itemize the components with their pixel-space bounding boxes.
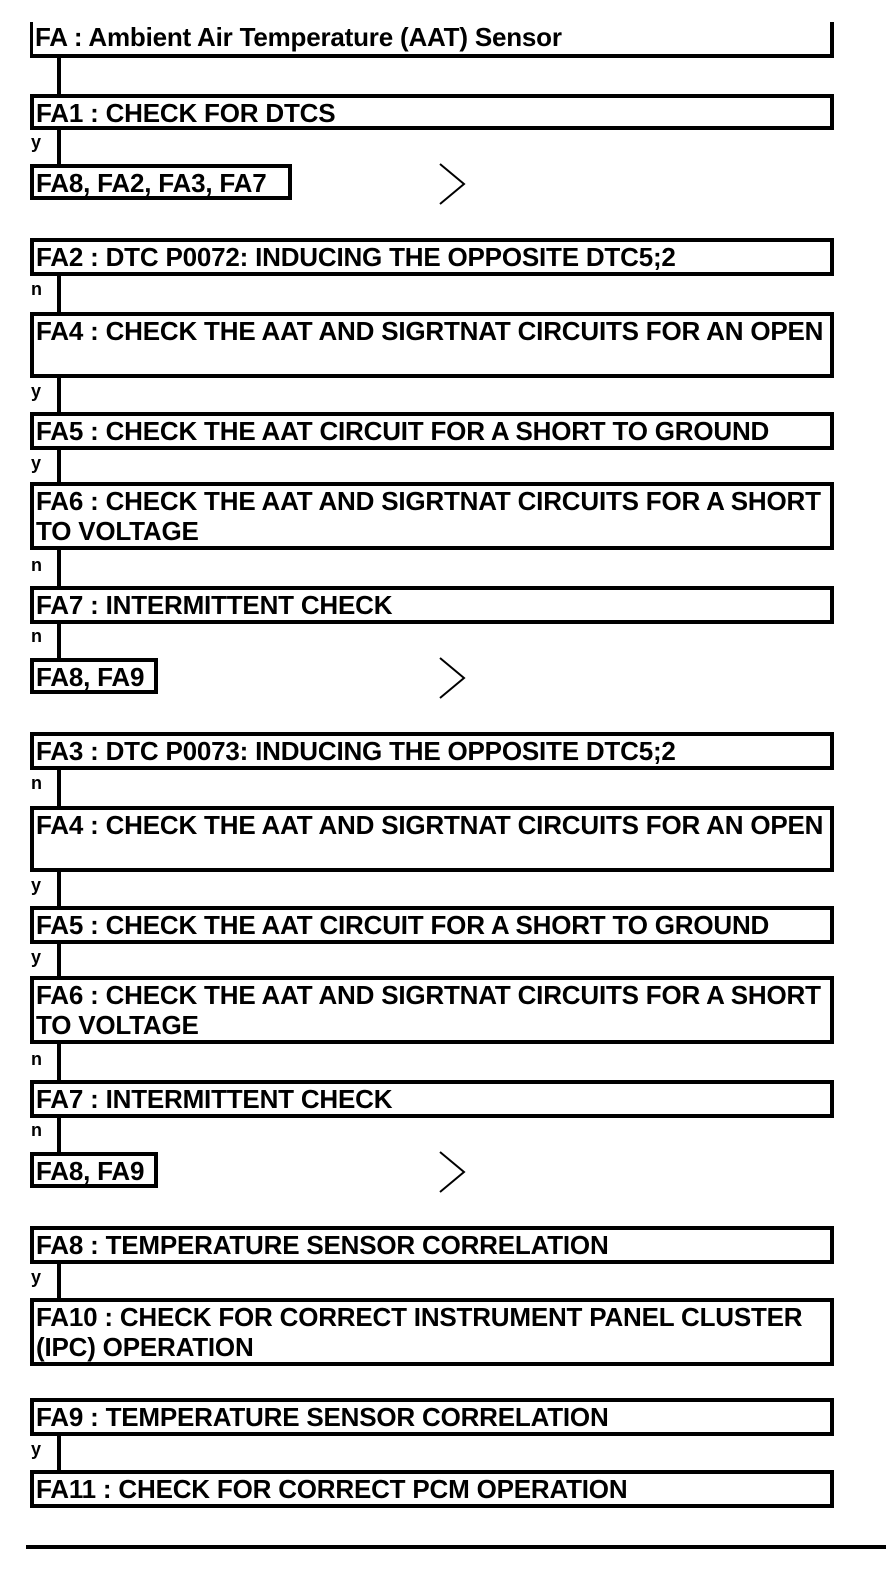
flowchart-title: FA : Ambient Air Temperature (AAT) Sensor xyxy=(30,22,834,58)
connector xyxy=(57,276,61,312)
step-fa2: FA2 : DTC P0072: INDUCING THE OPPOSITE DTC5;2 xyxy=(30,238,834,276)
connector xyxy=(57,872,61,906)
connector xyxy=(57,1044,61,1080)
step-fa4: FA4 : CHECK THE AAT AND SIGRTNAT CIRCUITS FOR AN OPEN xyxy=(30,312,834,378)
branch-label: n xyxy=(31,279,42,299)
step-fa5: FA5 : CHECK THE AAT CIRCUIT FOR A SHORT TO GROUND xyxy=(30,906,834,944)
step-fa10: FA10 : CHECK FOR CORRECT INSTRUMENT PANEL CLUSTER (IPC) OPERATION xyxy=(30,1298,834,1366)
step-fa7: FA7 : INTERMITTENT CHECK xyxy=(30,586,834,624)
branch-label: n xyxy=(31,626,42,646)
step-fa8: FA8 : TEMPERATURE SENSOR CORRELATION xyxy=(30,1226,834,1264)
branch-label: y xyxy=(31,381,42,401)
connector xyxy=(57,1118,61,1152)
chevron-right-icon xyxy=(436,162,476,206)
step-fa11: FA11 : CHECK FOR CORRECT PCM OPERATION xyxy=(30,1470,834,1508)
branch-label: y xyxy=(31,132,42,152)
step-fa6: FA6 : CHECK THE AAT AND SIGRTNAT CIRCUITS FOR A SHORT TO VOLTAGE xyxy=(30,482,834,550)
connector xyxy=(57,450,61,482)
chevron-right-icon xyxy=(436,656,476,700)
step-fa1: FA1 : CHECK FOR DTCS xyxy=(30,94,834,130)
step-fa3: FA3 : DTC P0073: INDUCING THE OPPOSITE DTC5;2 xyxy=(30,732,834,770)
branch-label: y xyxy=(31,453,42,473)
chevron-right-icon xyxy=(436,1150,476,1194)
step-fa7-next: FA8, FA9 xyxy=(30,658,158,694)
step-fa1-next: FA8, FA2, FA3, FA7 xyxy=(30,164,292,200)
connector xyxy=(57,944,61,976)
connector xyxy=(57,770,61,806)
branch-label: n xyxy=(31,555,42,575)
connector xyxy=(57,1264,61,1298)
step-fa9: FA9 : TEMPERATURE SENSOR CORRELATION xyxy=(30,1398,834,1436)
step-fa4: FA4 : CHECK THE AAT AND SIGRTNAT CIRCUITS FOR AN OPEN xyxy=(30,806,834,872)
connector xyxy=(57,130,61,164)
step-fa7: FA7 : INTERMITTENT CHECK xyxy=(30,1080,834,1118)
branch-label: y xyxy=(31,875,42,895)
step-fa7-next: FA8, FA9 xyxy=(30,1152,158,1188)
step-fa5: FA5 : CHECK THE AAT CIRCUIT FOR A SHORT TO GROUND xyxy=(30,412,834,450)
branch-label: y xyxy=(31,947,42,967)
branch-label: y xyxy=(31,1267,42,1287)
divider xyxy=(26,1545,886,1549)
connector xyxy=(57,550,61,586)
branch-label: n xyxy=(31,1120,42,1140)
branch-label: n xyxy=(31,773,42,793)
step-fa6: FA6 : CHECK THE AAT AND SIGRTNAT CIRCUITS FOR A SHORT TO VOLTAGE xyxy=(30,976,834,1044)
connector xyxy=(57,624,61,658)
branch-label: n xyxy=(31,1049,42,1069)
connector xyxy=(57,1436,61,1470)
branch-label: y xyxy=(31,1439,42,1459)
connector xyxy=(57,58,61,94)
connector xyxy=(57,378,61,412)
